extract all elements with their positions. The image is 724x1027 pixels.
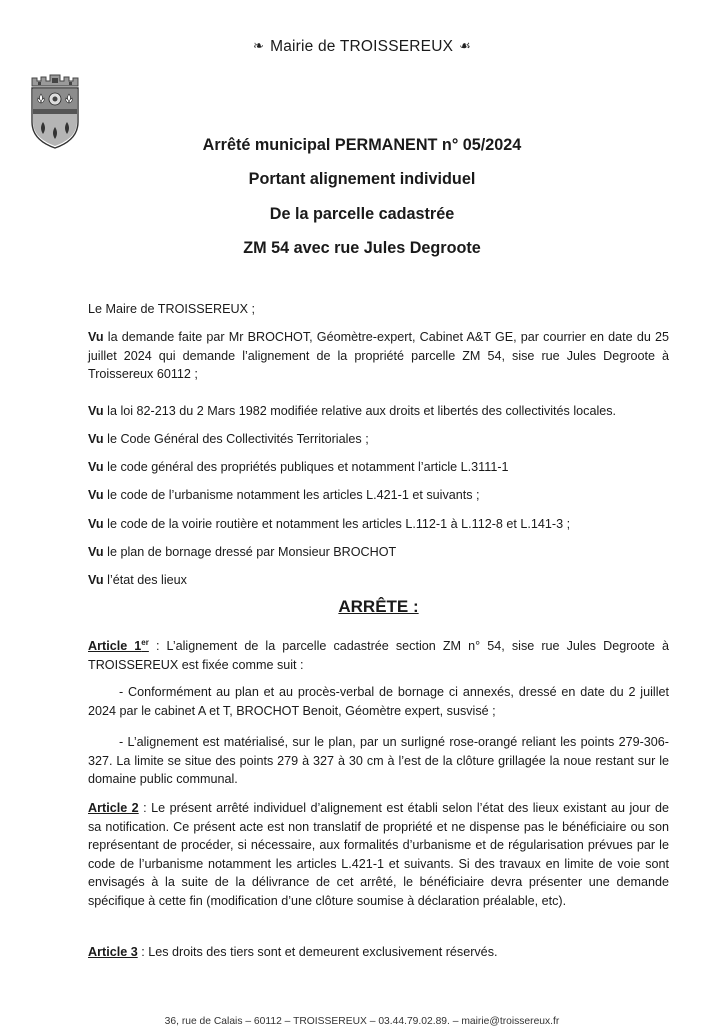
vu-paragraph [88,328,669,384]
vu-word: Vu [88,517,104,531]
title-line-3: De la parcelle cadastrée [269,204,455,223]
article-1-text: : L’alignement de la parcelle cadastrée section ZM n° 54, sise rue Jules Degroote à TROISSEREUX est fixée comme suit : [88,639,669,672]
ornament-left-icon: ❧ [252,38,265,53]
article-1-label [88,639,149,653]
article-1-item [88,683,669,720]
ornament-right-icon: ☙ [459,38,472,53]
article-1-item-text: - L’alignement est matérialisé, sur le plan, par un surligné rose-orangé reliant les points 279-306-327. La limite se situe des points 279 à 327 à 30 cm à l’est de la clôture grillagée la noue restant sur le domaine public communal. [88,735,669,787]
vu-word: Vu [88,573,104,587]
article-1-item [88,733,669,789]
decree-title [0,128,724,265]
vu-paragraph [88,515,669,534]
article-2-text: : Le présent arrêté individuel d’alignement est établi selon l’état des lieux existant au jour de sa notification. Ce présent acte est non translatif de propriété et ne dispense pas le bénéficiaire ou son représentant de procéder, si nécessaire, aux formalités d’urbanisme et de régularisation prévues par le code de l’urbanisme notamment les articles L.421-1 et suivants. Si des travaux en limite de voie sont envisagés à la suite de la délivrance de cet arrêté, le bénéficiaire devra présenter une demande spécifique à cette fin (modification d’une clôture soumise à déclaration préalable, etc). [88,801,669,908]
vu-paragraph [88,430,669,449]
vu-text: l’état des lieux [103,573,187,587]
footer-address: 36, rue de Calais – 60112 – TROISSEREUX – 03.44.79.02.89. – mairie@troissereux.fr [164,1016,560,1027]
vu-text: le code de l’urbanisme notamment les articles L.421-1 et suivants ; [103,488,480,502]
title-line-1: Arrêté municipal PERMANENT n° 05/2024 [202,136,522,154]
vu-text: le code de la voirie routière et notamment les articles L.112-1 à L.112-8 et L.141-3 ; [103,517,571,531]
article-3-label: Article 3 [88,945,138,959]
vu-text: le code général des propriétés publiques et notamment l’article L.3111-1 [103,460,509,474]
vu-text: la demande faite par Mr BROCHOT, Géomètre-expert, Cabinet A&T GE, par courrier en date du 25 juillet 2024 qui demande l’alignement de la propriété parcelle ZM 54, sise rue Jules Degroote à Troissereux 60112 ; [88,330,669,382]
article-3-text: : Les droits des tiers sont et demeurent exclusivement réservés. [137,945,498,959]
intro-line [88,300,669,319]
article-1 [88,634,669,674]
letterhead [0,38,724,56]
article-1-item-text: - Conformément au plan et au procès-verbal de bornage ci annexés, dressé en date du 2 juillet 2024 par le cabinet A et T, BROCHOT Benoit, Géomètre expert, susvisé ; [88,685,669,718]
article-2 [88,799,669,911]
article-2-label: Article 2 [88,801,139,815]
vu-word: Vu [88,460,104,474]
vu-word: Vu [88,330,104,344]
vu-word: Vu [88,404,104,418]
vu-paragraph [88,543,669,562]
title-line-4: ZM 54 avec rue Jules Degroote [243,238,481,257]
vu-paragraph [88,402,669,421]
article-1-label-text: Article 1 [88,639,142,654]
vu-paragraph [88,486,669,505]
article-1-label-sup: er [141,638,149,647]
vu-text: le plan de bornage dressé par Monsieur BROCHOT [103,545,397,559]
vu-word: Vu [88,488,104,502]
mairie-name: Mairie de TROISSEREUX [270,38,454,55]
vu-paragraph [88,571,669,590]
vu-text: le Code Général des Collectivités Territoriales ; [103,432,369,446]
vu-word: Vu [88,432,104,446]
vu-word: Vu [88,545,104,559]
vu-paragraph [88,458,669,477]
vu-text: la loi 82-213 du 2 Mars 1982 modifiée relative aux droits et libertés des collectivités locales. [103,404,617,418]
article-3 [88,943,669,962]
title-line-2: Portant alignement individuel [248,170,476,189]
arrete-heading: ARRÊTE : [338,597,419,616]
intro-text: Le Maire de TROISSEREUX ; [88,302,256,316]
